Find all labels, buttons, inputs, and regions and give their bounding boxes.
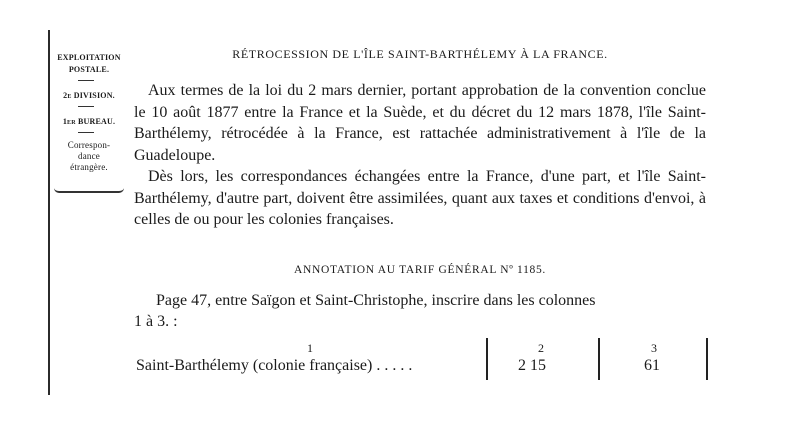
margin-brace	[54, 188, 124, 193]
margin-division: 2e DIVISION.	[63, 91, 115, 100]
table-cell-col2: 2 15	[518, 357, 546, 374]
margin-divider	[78, 106, 94, 107]
instruction-line-2: 1 à 3. :	[134, 313, 178, 330]
page-title: RÉTROCESSION DE L'ÎLE SAINT-BARTHÉLEMY À LA FRANCE.	[232, 47, 608, 61]
table-cell-col3: 61	[644, 357, 660, 374]
column-header-2: 2	[538, 341, 544, 355]
page-margin-rule	[48, 30, 50, 395]
margin-bureau: 1er BUREAU.	[62, 117, 116, 126]
column-separator	[486, 338, 488, 380]
table-row-label: Saint-Barthélemy (colonie française) . . . . .	[136, 357, 413, 374]
margin-subject-line3: étrangère.	[70, 162, 108, 172]
column-separator	[706, 338, 708, 380]
paragraph-2: Dès lors, les correspondances échangées entre la France, d'une part, et l'île Saint-Barthélemy, d'autre part, doivent être assimilées, quant aux taxes et conditions d'envoi, à celles de ou pour les colonies françaises.	[134, 168, 706, 228]
paragraph-1: Aux termes de la loi du 2 mars dernier, portant approbation de la convention conclue le 10 août 1877 entre la France et la Suède, et du décret du 12 mars 1878, l'île Saint-Barthélemy, rétrocédée à la France, est rattachée administrativement à l'île de la Guadeloupe.	[134, 82, 706, 164]
column-separator	[598, 338, 600, 380]
margin-dept-line2: POSTALE.	[68, 65, 110, 74]
column-header-3: 3	[651, 341, 657, 355]
margin-divider	[78, 132, 94, 133]
margin-divider	[78, 80, 94, 81]
instruction-line-1: Page 47, entre Saïgon et Saint-Christophe, inscrire dans les colonnes	[156, 292, 596, 309]
margin-dept-line1: EXPLOITATION	[57, 53, 121, 62]
margin-subject-line1: Correspon-	[67, 140, 111, 150]
margin-subject-line2: dance	[78, 151, 100, 161]
column-header-1: 1	[307, 341, 313, 355]
annotation-heading: ANNOTATION AU TARIF GÉNÉRAL Nº 1185.	[293, 264, 547, 276]
